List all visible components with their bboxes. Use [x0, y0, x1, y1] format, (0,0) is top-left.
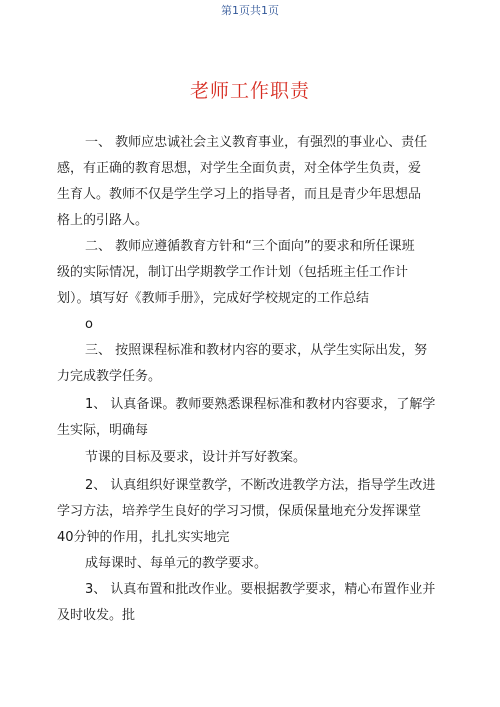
- paragraph-line: 感，有正确的教育思想，对学生全面负责，对全体学生负责，爱: [57, 161, 422, 176]
- paragraph-line: 二、 教师应遵循教育方针和“三个面向”的要求和所任课班: [85, 239, 415, 254]
- paragraph-line: 2、 认真组织好课堂教学，不断改进教学方法，指导学生改进: [85, 478, 436, 493]
- paragraph-line: 节课的目标及要求，设计并写好教案。: [85, 450, 307, 465]
- paragraph-line: 成每课时、每单元的教学要求。: [85, 556, 268, 571]
- paragraph-line: 级的实际情况，制订出学期教学工作计划（包括班主任工作计: [57, 265, 409, 280]
- paragraph-line: 3、 认真布置和批改作业。要根据教学要求，精心布置作业并: [85, 582, 436, 597]
- paragraph-line: 划）。填写好《教师手册》，完成好学校规定的工作总结: [57, 291, 370, 306]
- paragraph-line: 1、 认真备课。教师要熟悉课程标准和教材内容要求，了解学: [85, 397, 436, 412]
- paragraph-line: 生育人。教师不仅是学生学习上的指导者，而且是青少年思想品: [57, 187, 422, 202]
- paragraph-line: o: [85, 317, 93, 332]
- paragraph-line: 及时收发。批: [57, 608, 136, 623]
- paragraph-line: 一、 教师应忠诚社会主义教育事业，有强烈的事业心、责任: [85, 135, 428, 150]
- paragraph-line: 力完成教学任务。: [57, 369, 162, 384]
- page-indicator: 第1页共1页: [221, 4, 279, 17]
- paragraph-line: 三、 按照课程标准和教材内容的要求，从学生实际出发，努: [85, 343, 428, 358]
- paragraph-line: 格上的引路人。: [57, 213, 149, 228]
- document-title: 老师工作职责: [189, 80, 310, 102]
- paragraph-line: 学习方法，培养学生良好的学习习惯，保质保量地充分发挥课堂: [57, 504, 422, 519]
- paragraph-line: 40分钟的作用，扎扎实实地完: [57, 530, 230, 545]
- paragraph-line: 生实际，明确每: [57, 423, 149, 438]
